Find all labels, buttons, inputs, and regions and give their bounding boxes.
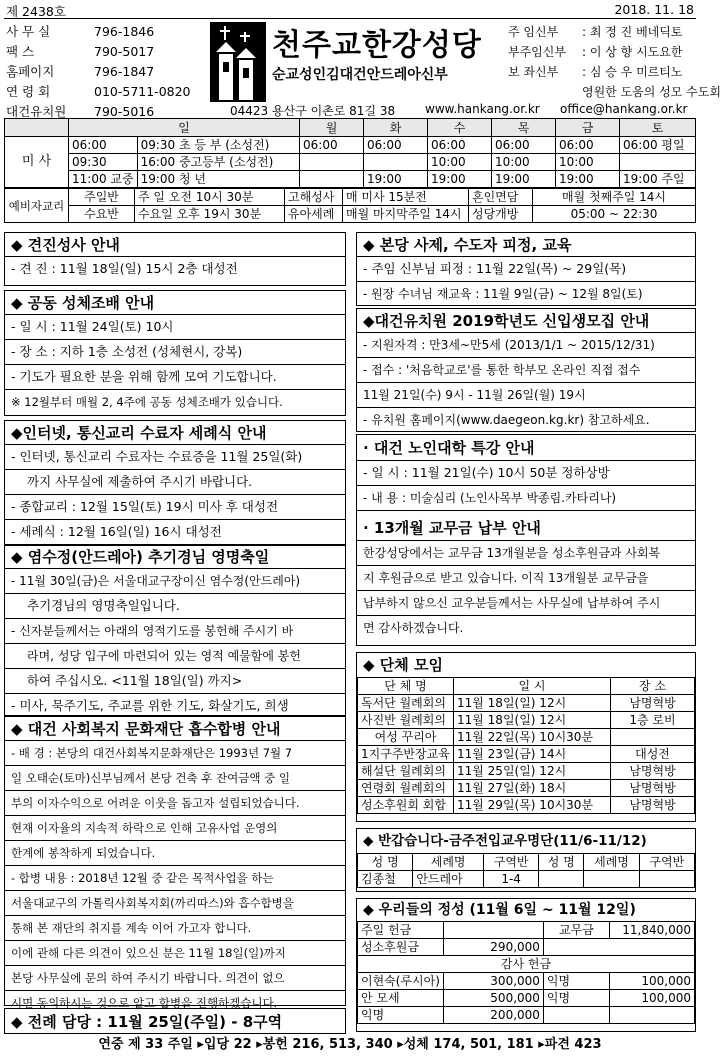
- notice-line: - 합병 내용 : 2018년 12월 중 같은 목적사업을 하는: [5, 866, 345, 891]
- donor-name: 익명: [543, 990, 609, 1007]
- mass-time: 10:00: [428, 154, 492, 171]
- notice-line: 11월 21일(수) 9시 - 11월 26일(월) 19시: [357, 383, 695, 408]
- section-title: ◆대건유치원 2019학년도 신입생모집 안내: [357, 309, 695, 333]
- email-link[interactable]: office@hankang.or.kr: [560, 102, 688, 116]
- table-row: [358, 973, 695, 990]
- notice-line: 한계에 봉착하게 되었습니다.: [5, 841, 345, 866]
- section-title: ◆ 대건 사회복지 문화재단 흡수합병 안내: [5, 717, 345, 741]
- notice-line: - 접수 : '처음학교로'를 통한 학부모 온라인 직접 접수: [357, 358, 695, 383]
- clergy-row: 주 임신부 : 최 정 진 베네딕토: [508, 25, 683, 39]
- notice-line: 하여 주십시오. <11월 18일(일) 까지>: [5, 669, 345, 694]
- column-header: 세례명: [584, 854, 639, 871]
- notice-line: - 지원자격 : 만3세~만5세 (2013/1/1 ~ 2015/12/31): [357, 333, 695, 358]
- notice-line: 라며, 성당 입구에 마련되어 있는 영적 예물함에 봉헌: [5, 644, 345, 669]
- group-meetings: [356, 652, 696, 822]
- retreat-notice: [356, 232, 696, 306]
- group-name: 1지구주반장교육: [358, 746, 454, 763]
- group-place: [611, 729, 695, 746]
- mass-time: 09:30: [69, 154, 138, 171]
- group-time: 11월 27일(화) 18시: [454, 780, 611, 797]
- group-time: 11월 22일(목) 10시30분: [454, 729, 611, 746]
- table-row: [358, 729, 695, 746]
- group-place: 1층 로비: [611, 712, 695, 729]
- table-row: [358, 780, 695, 797]
- notice-line: 부의 이자수익으로 어려운 이웃을 돕고자 설립되었습니다.: [5, 791, 345, 816]
- contact-row: 대건유치원 790-5016: [6, 104, 155, 119]
- altar-duty-notice: [4, 1008, 346, 1034]
- notice-line: - 견 진 : 11월 18일(일) 15시 2층 대성전: [11, 261, 238, 276]
- edu-cell: 수요일 오후 19시 30분: [135, 206, 285, 223]
- mass-time: 06:00: [69, 137, 138, 154]
- section-title: ◆인터넷, 통신교리 수료자 세례식 안내: [5, 421, 345, 445]
- section-title: ◆ 염수정(안드레아) 추기경님 영명축일: [5, 545, 345, 569]
- cardinal-feast-notice: [4, 544, 346, 716]
- contact-row: 홈페이지 796-1847: [6, 64, 155, 79]
- mass-time: 10:00: [492, 154, 556, 171]
- offering-empty: [543, 939, 694, 956]
- table-row: [358, 990, 695, 1007]
- notice-line: - 인터넷, 통신교리 수료자는 수료증을 11월 25일(화): [5, 445, 345, 470]
- notice-line: - 기도가 필요한 분을 위해 함께 모여 기도합니다.: [5, 365, 345, 390]
- group-place: 남명혁방: [611, 763, 695, 780]
- mass-time: 06:00 평일: [620, 137, 696, 154]
- baptism-notice: [4, 420, 346, 546]
- day-header: 월: [300, 119, 364, 137]
- mass-time: 19:00: [556, 171, 620, 188]
- notice-line: - 원장 수녀님 재교육 : 11월 9일(금) ~ 12월 8일(토): [363, 287, 643, 301]
- mass-time: 11:00 교중: [69, 171, 138, 188]
- donor-name: 익명: [543, 973, 609, 990]
- donor-amount: [609, 1007, 694, 1024]
- member-baptism: 안드레아: [413, 871, 484, 888]
- donor-amount: 100,000: [609, 990, 694, 1007]
- group-name: 독서단 월례회의: [358, 695, 454, 712]
- mass-row-label: 미 사: [5, 137, 69, 188]
- day-header: 화: [364, 119, 428, 137]
- mass-time: 06:00: [364, 137, 428, 154]
- member-name: [539, 871, 584, 888]
- edu-cell: 수요반: [69, 206, 135, 223]
- member-district: [639, 871, 694, 888]
- offering-label: 교무금: [543, 922, 609, 939]
- church-logo-icon: [210, 22, 266, 102]
- mass-time: 06:00: [556, 137, 620, 154]
- donor-amount: 200,000: [443, 1007, 543, 1024]
- notice-line: 까지 사무실에 제출하여 주시기 바랍니다.: [5, 470, 345, 495]
- kindergarten-notice: [356, 308, 696, 432]
- group-time: 11월 23일(금) 14시: [454, 746, 611, 763]
- adoration-notice: [4, 290, 346, 416]
- new-members-table: [357, 853, 695, 888]
- section-title: ◆ 우리들의 정성 (11월 6일 ~ 11월 12일): [363, 902, 636, 918]
- group-name: 해설단 월례회의: [358, 763, 454, 780]
- group-name: 연령회 월례회의: [358, 780, 454, 797]
- section-title: ◆ 전례 담당 : 11월 25일(주일) - 8구역: [11, 1013, 283, 1031]
- offering-label: 성소후원금: [358, 939, 444, 956]
- welfare-merger-notice: [4, 716, 346, 1010]
- notice-line: - 내 용 : 미술심리 (노인사목부 박종림.카타리나): [357, 486, 695, 511]
- section-title: · 대건 노인대학 특강 안내: [357, 435, 695, 461]
- issue-date: 2018. 11. 18: [614, 2, 694, 17]
- mass-corner: [5, 119, 69, 137]
- edu-cell: 주 일 오전 10시 30분: [135, 189, 285, 206]
- notice-line: 면 감사하겠습니다.: [363, 621, 464, 635]
- donor-amount: 100,000: [609, 973, 694, 990]
- header-rule-top: [4, 18, 696, 19]
- notice-line: 추기경님의 영명축일입니다.: [5, 594, 345, 619]
- column-header: 세례명: [413, 854, 484, 871]
- notice-line: - 장 소 : 지하 1층 소성전 (성체현시, 강복): [5, 340, 345, 365]
- hymn-footer: 연중 제 33 주일 ▸입당 22 ▸봉헌 216, 513, 340 ▸성체 174, 501, 181 ▸파견 423: [98, 1037, 602, 1052]
- mass-time: 09:30 초 등 부 (소성전): [137, 137, 299, 154]
- church-name: 천주교한강성당: [272, 28, 482, 63]
- notice-line: 이에 관해 다른 의견이 있으신 분은 11월 18일(일)까지: [5, 941, 345, 966]
- clergy-row: 영원한 도움의 성모 수도회: [582, 85, 721, 99]
- column-header: 성 명: [539, 854, 584, 871]
- donor-name: 익명: [358, 1007, 444, 1024]
- mass-time: 16:00 중고등부 (소성전): [137, 154, 299, 171]
- contact-row: 사 무 실 796-1846: [6, 24, 155, 39]
- edu-cell: 성당개방: [469, 206, 533, 223]
- contact-list: [6, 22, 191, 122]
- notice-line: - 신자분들께서는 아래의 영적기도를 봉헌해 주시기 바: [5, 619, 345, 644]
- group-time: 11월 25일(일) 12시: [454, 763, 611, 780]
- column-header: 장 소: [611, 678, 695, 695]
- confirmation-notice: [4, 232, 346, 286]
- donor-name: 이현숙(루시아): [358, 973, 444, 990]
- issue-number: 제 2438호: [6, 4, 66, 19]
- contact-row: 연 령 회 010-5711-0820: [6, 84, 191, 99]
- edu-cell: 매월 첫째주일 14시: [533, 189, 696, 206]
- section-title: ◆ 견진성사 안내: [5, 233, 345, 257]
- section-title: ◆ 단체 모임: [363, 656, 443, 674]
- table-row: [358, 763, 695, 780]
- education-table: [4, 188, 696, 223]
- mass-time: 19:00 주일: [620, 171, 696, 188]
- welcome-notice: [356, 828, 696, 892]
- mass-time: 06:00: [300, 137, 364, 154]
- column-header: 단 체 명: [358, 678, 454, 695]
- notice-line: 한강성당에서는 교무금 13개월분을 성소후원금과 사회복: [357, 541, 695, 566]
- website-link[interactable]: www.hankang.or.kr: [425, 102, 540, 116]
- group-place: 남명혁방: [611, 797, 695, 814]
- mass-time: [364, 154, 428, 171]
- offering-value: 290,000: [443, 939, 543, 956]
- group-name: 사진반 월례회의: [358, 712, 454, 729]
- edu-label: 예비자교리: [5, 189, 69, 223]
- mass-time: 06:00: [428, 137, 492, 154]
- notice-line: - 일 시 : 11월 24일(토) 10시: [5, 315, 345, 340]
- donor-name: [543, 1007, 609, 1024]
- mass-time: 19:00 청 년: [137, 171, 299, 188]
- day-header: 금: [556, 119, 620, 137]
- mass-schedule-table: [4, 118, 696, 188]
- group-name: 성소후원회 회합: [358, 797, 454, 814]
- mass-time: [300, 171, 364, 188]
- notice-line: 일 오태순(토마)신부님께서 본당 건축 후 잔여금액 중 일: [5, 766, 345, 791]
- group-meetings-table: [357, 677, 695, 814]
- table-row: [358, 797, 695, 814]
- section-title: ◆ 반갑습니다-금주전입교우명단(11/6-11/12): [363, 833, 647, 849]
- clergy-row: 부주임신부 : 이 상 향 시도요한: [508, 45, 683, 59]
- notice-line: 현재 이자율의 지속적 하락으로 인해 고유사업 운영의: [5, 816, 345, 841]
- offering-value: [443, 922, 543, 939]
- table-row: [358, 871, 695, 888]
- offering-summary: [356, 898, 696, 1032]
- table-row: [358, 695, 695, 712]
- group-place: 남명혁방: [611, 780, 695, 797]
- group-place: 남명혁방: [611, 695, 695, 712]
- notice-line: - 주임 신부님 피정 : 11월 22일(목) ~ 29일(목): [357, 257, 695, 282]
- day-header: 일: [69, 119, 300, 137]
- member-baptism: [584, 871, 639, 888]
- edu-cell: 유아세례: [285, 206, 343, 223]
- column-header: 일 시: [454, 678, 611, 695]
- church-patron: 순교성인김대건안드레아신부: [272, 67, 448, 83]
- edu-cell: 05:00 ~ 22:30: [533, 206, 696, 223]
- thanks-header: 감사 헌금: [358, 956, 695, 973]
- elder-and-tithe-notice: [356, 434, 696, 646]
- donor-amount: 500,000: [443, 990, 543, 1007]
- notice-line: 서울대교구의 가톨릭사회복지회(까리따스)와 흡수합병을: [5, 891, 345, 916]
- table-row: [358, 712, 695, 729]
- group-time: 11월 18일(일) 12시: [454, 695, 611, 712]
- address: 04423 용산구 이촌로 81길 38: [230, 104, 396, 118]
- group-time: 11월 29일(목) 10시30분: [454, 797, 611, 814]
- group-name: 여성 꾸리아: [358, 729, 454, 746]
- mass-time: 19:00: [492, 171, 556, 188]
- offering-table: [357, 921, 695, 1024]
- mass-time: 19:00: [428, 171, 492, 188]
- edu-cell: 매 미사 15분전: [343, 189, 469, 206]
- table-row: [358, 746, 695, 763]
- day-header: 토: [620, 119, 696, 137]
- mass-time: 06:00: [492, 137, 556, 154]
- donor-name: 안 모세: [358, 990, 444, 1007]
- clergy-row: 보 좌신부 : 심 승 우 미르티노: [508, 65, 683, 79]
- notice-line: 본당 사무실에 문의 하여 주시기 바랍니다. 의견이 없으: [5, 966, 345, 991]
- day-header: 수: [428, 119, 492, 137]
- group-time: 11월 18일(일) 12시: [454, 712, 611, 729]
- offering-value: 11,840,000: [609, 922, 694, 939]
- section-title: ◆ 공동 성체조배 안내: [5, 291, 345, 315]
- mass-time: [620, 154, 696, 171]
- mass-time: 19:00: [364, 171, 428, 188]
- notice-line: - 미사, 묵주기도, 주교를 위한 기도, 화살기도, 희생: [11, 698, 289, 713]
- member-name: 김종철: [358, 871, 413, 888]
- table-row: [358, 1007, 695, 1024]
- edu-cell: 매월 마지막주일 14시: [343, 206, 469, 223]
- edu-cell: 혼인면담: [469, 189, 533, 206]
- offering-label: 주일 헌금: [358, 922, 444, 939]
- day-header: 목: [492, 119, 556, 137]
- edu-cell: 고해성사: [285, 189, 343, 206]
- mass-time: 10:00: [556, 154, 620, 171]
- notice-line: ※ 12월부터 매월 2, 4주에 공동 성체조배가 있습니다.: [11, 395, 283, 409]
- section-title: · 13개월 교무금 납부 안내: [357, 515, 695, 541]
- notice-line: - 종합교리 : 12월 15일(토) 19시 미사 후 대성전: [5, 495, 345, 520]
- mass-time: [300, 154, 364, 171]
- contact-row: 팩 스 790-5017: [6, 44, 155, 59]
- donor-amount: 300,000: [443, 973, 543, 990]
- notice-line: 납부하지 않으신 교우분들께서는 사무실에 납부하여 주시: [357, 591, 695, 616]
- column-header: 구역반: [639, 854, 694, 871]
- member-district: 1-4: [483, 871, 538, 888]
- notice-line: - 11월 30일(금)은 서울대교구장이신 염수정(안드레아): [5, 569, 345, 594]
- group-place: 대성전: [611, 746, 695, 763]
- notice-line: - 배 경 : 본당의 대건사회복지문화재단은 1993년 7월 7: [5, 741, 345, 766]
- column-header: 성 명: [358, 854, 413, 871]
- notice-line: 지 후원금으로 받고 있습니다. 이직 13개월분 교무금을: [357, 566, 695, 591]
- notice-line: - 세례식 : 12월 16일(일) 16시 대성전: [11, 524, 222, 539]
- clergy-list: [508, 22, 721, 102]
- notice-line: 통해 본 재단의 취지를 계속 이어 가고자 합니다.: [5, 916, 345, 941]
- edu-cell: 주일반: [69, 189, 135, 206]
- section-title: ◆ 본당 사제, 수도자 피정, 교육: [357, 233, 695, 257]
- notice-line: - 일 시 : 11월 21일(수) 10시 50분 정하상방: [357, 461, 695, 486]
- notice-line: 시면 동의하시는 것으로 알고 합병을 진행하겠습니다.: [11, 996, 278, 1010]
- notice-line[interactable]: - 유치원 홈페이지(www.daegeon.kg.kr) 참고하세요.: [363, 413, 650, 427]
- column-header: 구역반: [483, 854, 538, 871]
